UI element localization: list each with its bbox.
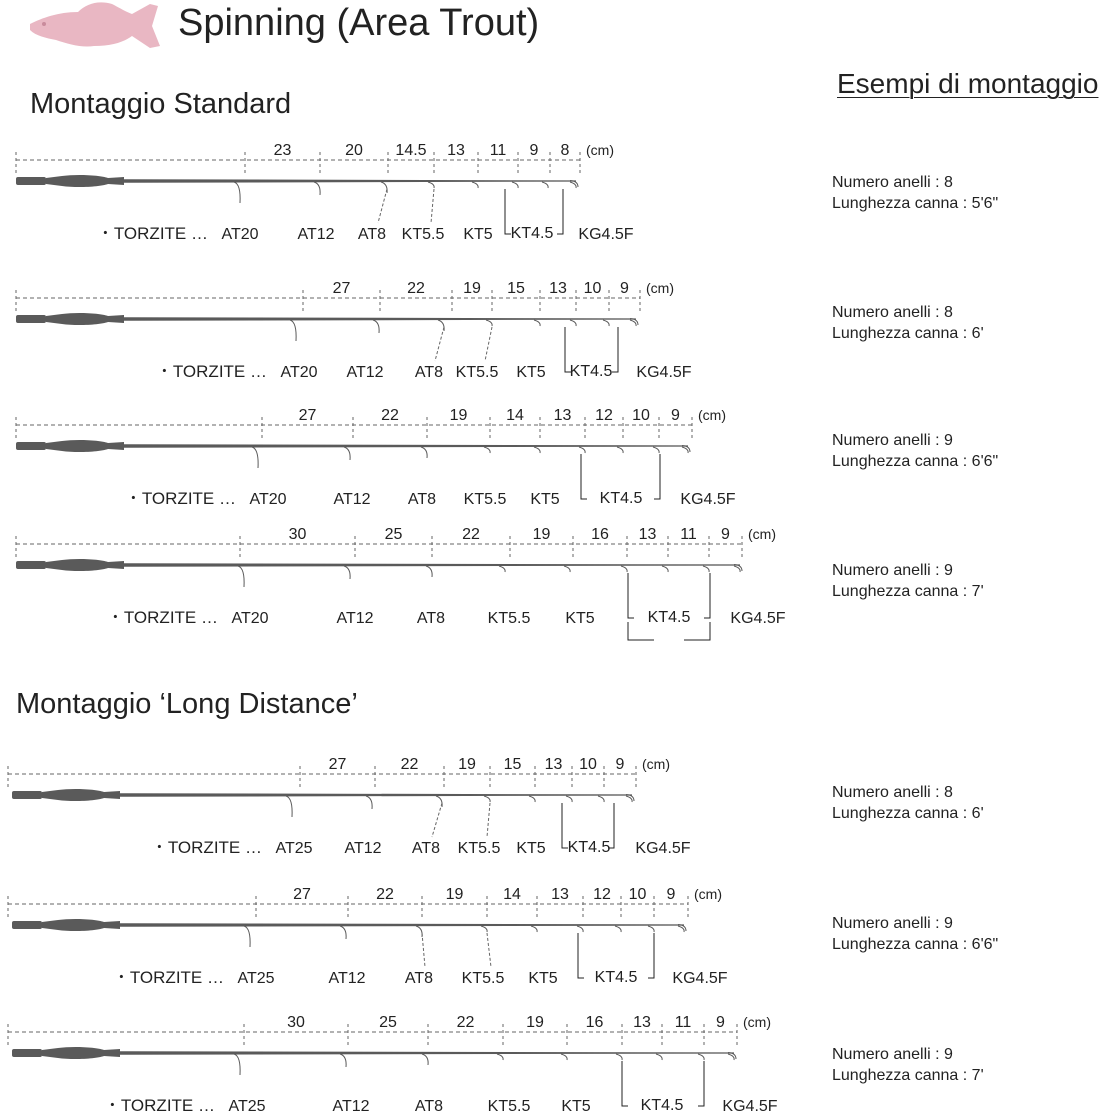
guide-ring-icon (648, 926, 654, 932)
guide-label: KT4.5 (510, 225, 554, 242)
guide-ring-icon (486, 320, 492, 326)
guide-label: KT5.5 (401, 226, 445, 243)
spacing-label: 11 (489, 142, 507, 159)
leader-line (432, 803, 442, 837)
guide-label: KT5.5 (455, 364, 499, 381)
guide-ring-icon (579, 447, 585, 453)
guide-label: AT12 (328, 970, 366, 987)
guide-label: AT25 (228, 1098, 266, 1113)
line-type-label: ・TORZITE … (155, 362, 267, 381)
rod-length-text: Lunghezza canna : 5'6" (832, 195, 999, 212)
unit-label: (cm) (743, 1014, 771, 1030)
guide-ring-icon (598, 796, 604, 802)
rod-length-text: Lunghezza canna : 6' (832, 325, 984, 342)
guide-ring-icon (615, 926, 621, 932)
spacing-label: 27 (298, 407, 317, 424)
spacing-label: 12 (593, 886, 611, 903)
guide-ring-icon (472, 182, 478, 188)
bracket-line (581, 454, 587, 499)
rod-icon (16, 559, 742, 571)
spacing-label: 13 (553, 407, 572, 424)
examples-heading: Esempi di montaggio (837, 68, 1099, 99)
guide-label: AT8 (416, 610, 446, 627)
spacing-label: 9 (671, 407, 680, 424)
rig-diagram (0, 880, 1112, 990)
guide-label: KT5 (561, 1098, 591, 1113)
rig-diagram (0, 140, 1112, 250)
guide-label: KT5.5 (461, 970, 505, 987)
rod-icon (16, 175, 578, 187)
rod-icon (12, 1047, 736, 1059)
bracket-line (612, 327, 618, 372)
bracket-line (704, 573, 710, 618)
guide-ring-icon (570, 182, 576, 188)
guide-label: KT5 (516, 840, 546, 857)
bracket-line (628, 573, 634, 618)
guide-ring-icon (616, 1054, 622, 1060)
guide-ring-icon (422, 1054, 428, 1065)
unit-label: (cm) (646, 280, 674, 296)
spacing-label: 27 (328, 756, 347, 773)
guide-label: AT12 (336, 610, 374, 627)
guide-ring-icon (366, 796, 372, 809)
guide-ring-icon (499, 566, 505, 572)
guide-label: KT4.5 (569, 363, 613, 380)
guide-ring-icon (570, 320, 576, 326)
guide-label: AT25 (275, 840, 313, 857)
rod-length-text: Lunghezza canna : 6'6" (832, 453, 999, 470)
guide-label: KT4.5 (647, 609, 691, 626)
guide-label: AT8 (407, 491, 437, 508)
guide-ring-icon (421, 447, 427, 458)
guide-label: KT5 (516, 364, 546, 381)
guide-label: AT12 (344, 840, 382, 857)
leader-line (485, 327, 492, 361)
bracket-line (622, 1061, 628, 1106)
leader-line (487, 933, 491, 967)
unit-label: (cm) (698, 407, 726, 423)
spacing-label: 15 (503, 756, 522, 773)
guide-label: AT8 (411, 840, 441, 857)
rod-icon (12, 919, 686, 931)
page-title: Spinning (Area Trout) (178, 2, 540, 44)
trout-logo-icon (28, 0, 160, 52)
guide-label: KT5 (565, 610, 595, 627)
guide-ring-icon (238, 566, 244, 587)
guide-label: KT4.5 (567, 839, 611, 856)
spacing-label: 8 (560, 142, 570, 159)
guide-label: KT4.5 (640, 1097, 684, 1113)
rig-diagram (0, 272, 1112, 382)
spacing-label: 19 (532, 526, 551, 543)
rings-count-text: Numero anelli : 8 (832, 174, 953, 191)
spacing-label: 9 (615, 756, 625, 773)
bracket-line (648, 933, 654, 978)
spacing-label: 22 (376, 886, 394, 903)
guide-label: KT5 (530, 491, 560, 508)
spacing-label: 11 (674, 1014, 692, 1031)
rings-count-text: Numero anelli : 8 (832, 304, 953, 321)
spacing-label: 13 (544, 756, 563, 773)
line-type-label: ・TORZITE … (112, 968, 224, 987)
guide-ring-icon (603, 320, 609, 326)
rings-count-text: Numero anelli : 8 (832, 784, 953, 801)
rig-info (832, 782, 984, 824)
leader-line (378, 189, 387, 223)
rig-info (832, 1044, 984, 1086)
guide-label: AT8 (414, 364, 444, 381)
guide-ring-icon (234, 182, 240, 203)
leader-line (435, 327, 444, 361)
guide-ring-icon (286, 796, 292, 817)
section-heading-standard: Montaggio Standard (30, 88, 292, 120)
spacing-label: 14 (503, 886, 521, 903)
spacing-label: 19 (526, 1014, 544, 1031)
guide-label: AT12 (346, 364, 384, 381)
guide-label: AT12 (333, 491, 371, 508)
spacing-label: 10 (579, 756, 597, 773)
spacing-label: 9 (716, 1014, 725, 1031)
guide-label: KT5.5 (487, 610, 531, 627)
spacing-label: 10 (632, 407, 650, 424)
guide-ring-icon (314, 182, 320, 195)
rings-count-text: Numero anelli : 9 (832, 432, 953, 449)
guide-label: KT5.5 (487, 1098, 531, 1113)
unit-label: (cm) (642, 756, 670, 772)
guide-label: KG4.5F (730, 610, 786, 627)
spacing-label: 13 (549, 280, 567, 297)
guide-ring-icon (698, 1054, 704, 1060)
rod-length-text: Lunghezza canna : 6' (832, 805, 984, 822)
rig-info (832, 302, 984, 344)
spacing-label: 15 (507, 280, 525, 297)
guide-ring-icon (678, 926, 684, 932)
spacing-label: 23 (273, 142, 292, 159)
spacing-label: 22 (381, 407, 399, 424)
spacing-label: 22 (462, 526, 480, 543)
spacing-label: 11 (680, 526, 697, 543)
guide-ring-icon (561, 1054, 567, 1060)
spacing-label: 13 (638, 526, 657, 543)
guide-ring-icon (340, 1054, 346, 1067)
guide-ring-icon (653, 447, 659, 453)
spacing-label: 19 (449, 407, 468, 424)
guide-ring-icon (577, 926, 583, 932)
line-type-label: ・TORZITE … (106, 608, 218, 627)
spacing-label: 9 (666, 886, 676, 903)
guide-ring-icon (728, 1054, 734, 1060)
spacing-label: 10 (628, 886, 647, 903)
unit-label: (cm) (748, 526, 776, 542)
guide-label: KT5 (528, 970, 558, 987)
spacing-label: 20 (345, 142, 363, 159)
guide-label: AT20 (280, 364, 318, 381)
spacing-label: 25 (384, 526, 403, 543)
spacing-label: 9 (721, 526, 730, 543)
guide-ring-icon (617, 447, 623, 453)
guide-ring-icon (234, 1054, 240, 1075)
guide-ring-icon (428, 182, 434, 188)
rod-icon (16, 313, 638, 325)
guide-label: AT20 (221, 226, 259, 243)
line-type-label: ・TORZITE … (150, 838, 262, 857)
guide-label: KT5.5 (457, 840, 501, 857)
spacing-label: 12 (595, 407, 613, 424)
guide-ring-icon (529, 796, 535, 802)
rig-diagram (0, 400, 1112, 510)
bracket-line (654, 454, 660, 499)
guide-ring-icon (340, 926, 346, 939)
guide-ring-icon (481, 926, 487, 932)
bracket-line (698, 1061, 704, 1106)
spacing-label: 9 (529, 142, 539, 159)
guide-ring-icon (512, 182, 518, 188)
guide-label: KT4.5 (594, 969, 638, 986)
spacing-label: 14 (506, 407, 524, 424)
guide-label: KG4.5F (635, 840, 691, 857)
guide-ring-icon (564, 566, 570, 572)
spacing-label: 13 (633, 1014, 651, 1031)
spacing-label: 27 (332, 280, 351, 297)
guide-ring-icon (703, 566, 709, 572)
rod-icon (16, 440, 690, 452)
line-type-label: ・TORZITE … (103, 1096, 215, 1113)
guide-label: KT5.5 (463, 491, 507, 508)
guide-ring-icon (656, 1054, 662, 1060)
guide-ring-icon (734, 566, 740, 572)
guide-ring-icon (244, 926, 250, 947)
guide-label: KG4.5F (680, 491, 736, 508)
spacing-label: 22 (407, 280, 425, 297)
spacing-label: 14.5 (395, 142, 427, 159)
guide-ring-icon (534, 320, 540, 326)
section-heading-long-distance: Montaggio ‘Long Distance’ (16, 688, 358, 720)
guide-label: AT8 (414, 1098, 444, 1113)
rig-info (832, 172, 998, 214)
spacing-label: 19 (445, 886, 464, 903)
spacing-label: 13 (447, 142, 465, 159)
bracket-line (578, 933, 584, 978)
guide-label: AT8 (357, 226, 387, 243)
guide-ring-icon (566, 796, 572, 802)
rod-length-text: Lunghezza canna : 6'6" (832, 936, 999, 953)
rod-length-text: Lunghezza canna : 7' (832, 1067, 984, 1084)
guide-label: KT5 (463, 226, 493, 243)
spacing-label: 16 (585, 1014, 604, 1031)
guide-label: AT20 (231, 610, 269, 627)
guide-ring-icon (416, 926, 422, 937)
spacing-label: 13 (551, 886, 569, 903)
line-type-label: ・TORZITE … (124, 489, 236, 508)
guide-ring-icon (542, 182, 548, 188)
spacing-label: 30 (288, 526, 307, 543)
guide-ring-icon (484, 796, 490, 802)
rig-diagram (0, 1008, 1112, 1113)
leader-line (422, 933, 425, 967)
guide-ring-icon (531, 926, 537, 932)
guide-ring-icon (534, 447, 540, 453)
guide-ring-icon (252, 447, 258, 468)
unit-label: (cm) (586, 142, 614, 158)
spacing-label: 19 (463, 280, 481, 297)
spacing-label: 30 (287, 1014, 305, 1031)
rig-diagram (0, 750, 1112, 860)
guide-ring-icon (290, 320, 296, 341)
leader-line (431, 189, 434, 223)
guide-label: AT12 (332, 1098, 370, 1113)
rod-icon (12, 789, 634, 801)
guide-ring-icon (626, 796, 632, 802)
guide-ring-icon (682, 447, 688, 453)
line-type-label: ・TORZITE … (96, 224, 208, 243)
guide-label: KG4.5F (578, 226, 634, 243)
guide-ring-icon (662, 566, 668, 572)
rig-info (832, 430, 998, 472)
spacing-label: 25 (379, 1014, 397, 1031)
guide-label: AT12 (297, 226, 335, 243)
rings-count-text: Numero anelli : 9 (832, 562, 953, 579)
spacing-label: 27 (293, 886, 311, 903)
guide-ring-icon (630, 320, 636, 326)
spacing-label: 22 (400, 756, 419, 773)
guide-ring-icon (344, 566, 350, 579)
rings-count-text: Numero anelli : 9 (832, 915, 953, 932)
guide-label: AT25 (237, 970, 275, 987)
spacing-label: 22 (456, 1014, 475, 1031)
guide-ring-icon (497, 1054, 503, 1060)
guide-label: AT20 (249, 491, 287, 508)
guide-label: KG4.5F (672, 970, 728, 987)
spacing-label: 19 (458, 756, 476, 773)
rig-diagram (0, 518, 1112, 648)
rings-count-text: Numero anelli : 9 (832, 1046, 953, 1063)
guide-ring-icon (344, 447, 350, 460)
rod-length-text: Lunghezza canna : 7' (832, 583, 984, 600)
leader-line (487, 803, 490, 837)
guide-ring-icon (426, 566, 432, 577)
guide-ring-icon (373, 320, 379, 333)
spacing-label: 9 (620, 280, 629, 297)
guide-ring-icon (621, 566, 627, 572)
guide-ring-icon (484, 447, 490, 453)
rig-info (832, 560, 984, 602)
rig-info (832, 913, 998, 955)
guide-label: KT4.5 (599, 490, 643, 507)
guide-label: KG4.5F (636, 364, 692, 381)
guide-label: KG4.5F (722, 1098, 778, 1113)
bracket-line (557, 189, 563, 234)
spacing-label: 16 (591, 526, 609, 543)
guide-label: AT8 (404, 970, 434, 987)
unit-label: (cm) (694, 886, 722, 902)
spacing-label: 10 (583, 280, 602, 297)
